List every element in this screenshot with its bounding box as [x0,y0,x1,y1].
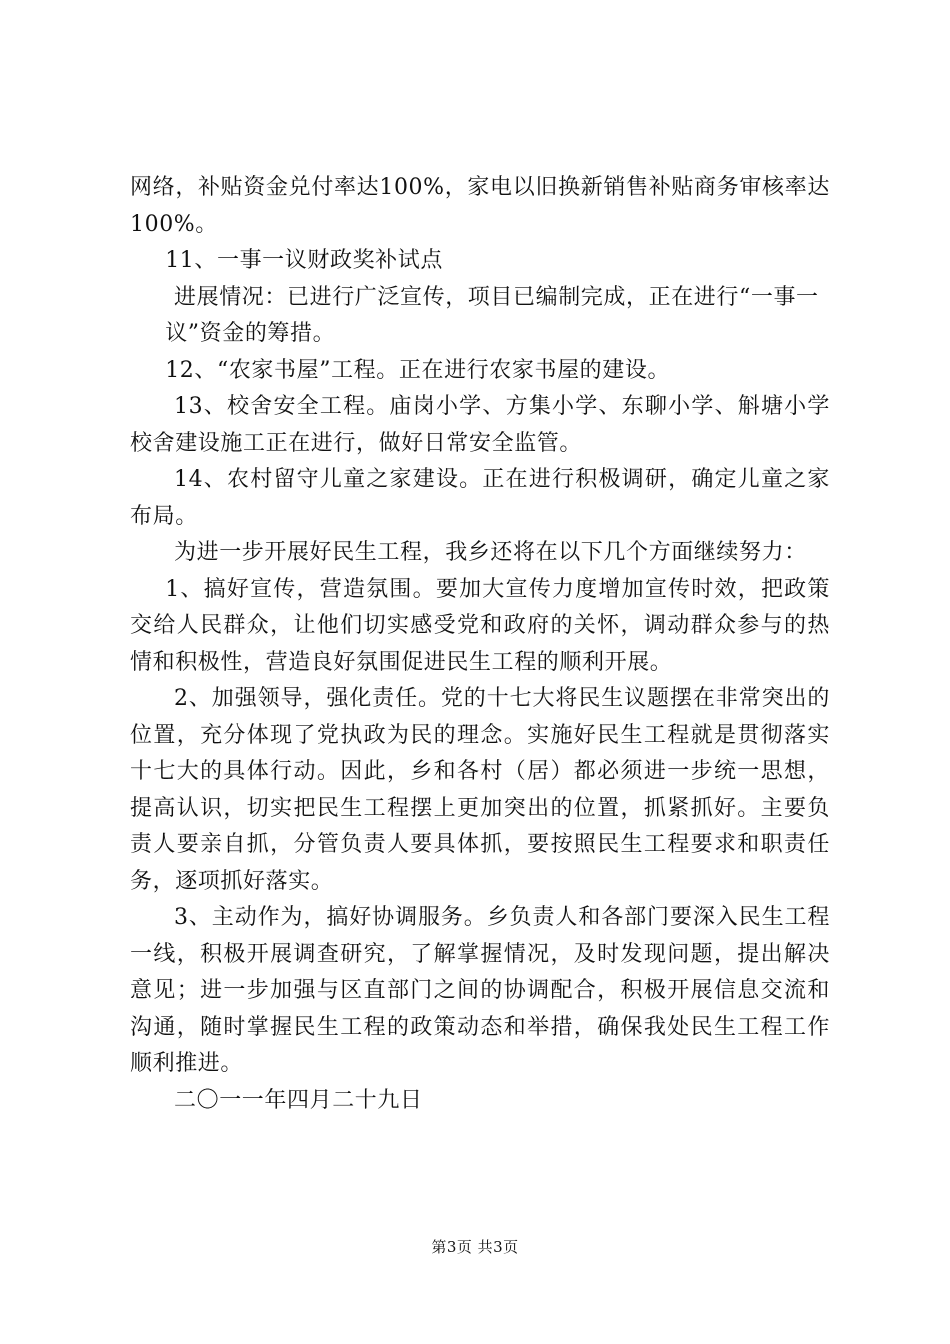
paragraph-item-14: 14、农村留守儿童之家建设。正在进行积极调研，确定儿童之家布局。 [130,467,830,529]
page-footer [0,1236,950,1257]
paragraph-item-12: 12、“农家书屋”工程。正在进行农家书屋的建设。 [165,357,671,383]
paragraph-effort-1: 1、搞好宣传，营造氛围。要加大宣传力度增加宣传时效，把政策交给人民群众，让他们切实感受党和政府的关怀，调动群众参与的热情和积极性，营造良好氛围促进民生工程的顺利开展。 [130,576,830,675]
paragraph-subsidy-continuation: 网络，补贴资金兑付率达100%，家电以旧换新销售补贴商务审核率达100%。 [130,175,830,237]
document-body [130,170,830,1119]
paragraph-intro-efforts: 为进一步开展好民生工程，我乡还将在以下几个方面继续努力： [174,540,807,565]
document-date: 二〇一一年四月二十九日 [174,1087,423,1113]
paragraph-item-11-progress: 进展情况：已进行广泛宣传，项目已编制完成，正在进行“一事一 [174,284,819,310]
paragraph-item-11-progress-end: 议”资金的筹措。 [165,321,336,346]
paragraph-item-13: 13、校舍安全工程。庙岗小学、方集小学、东聊小学、斛塘小学校舍建设施工正在进行，做好日常安全监管。 [130,394,830,456]
paragraph-item-11-heading: 11、一事一议财政奖补试点 [165,248,443,273]
paragraph-effort-3: 3、主动作为，搞好协调服务。乡负责人和各部门要深入民生工程一线，积极开展调查研究，了解掌握情况，及时发现问题，提出解决意见；进一步加强与区直部门之间的协调配合，积极开展信息交流和沟通，随时掌握民生工程的政策动态和举措，确保我处民生工程工作顺利推进。 [130,905,830,1076]
page-number-label: 第3页 共3页 [431,1238,519,1256]
paragraph-effort-2: 2、加强领导，强化责任。党的十七大将民生议题摆在非常突出的位置，充分体现了党执政为民的理念。实施好民生工程就是贯彻落实十七大的具体行动。因此，乡和各村（居）都必须进一步统一思想，提高认识，切实把民生工程摆上更加突出的位置，抓紧抓好。主要负责人要亲自抓，分管负责人要具体抓，要按照民生工程要求和职责任务，逐项抓好落实。 [130,686,830,894]
